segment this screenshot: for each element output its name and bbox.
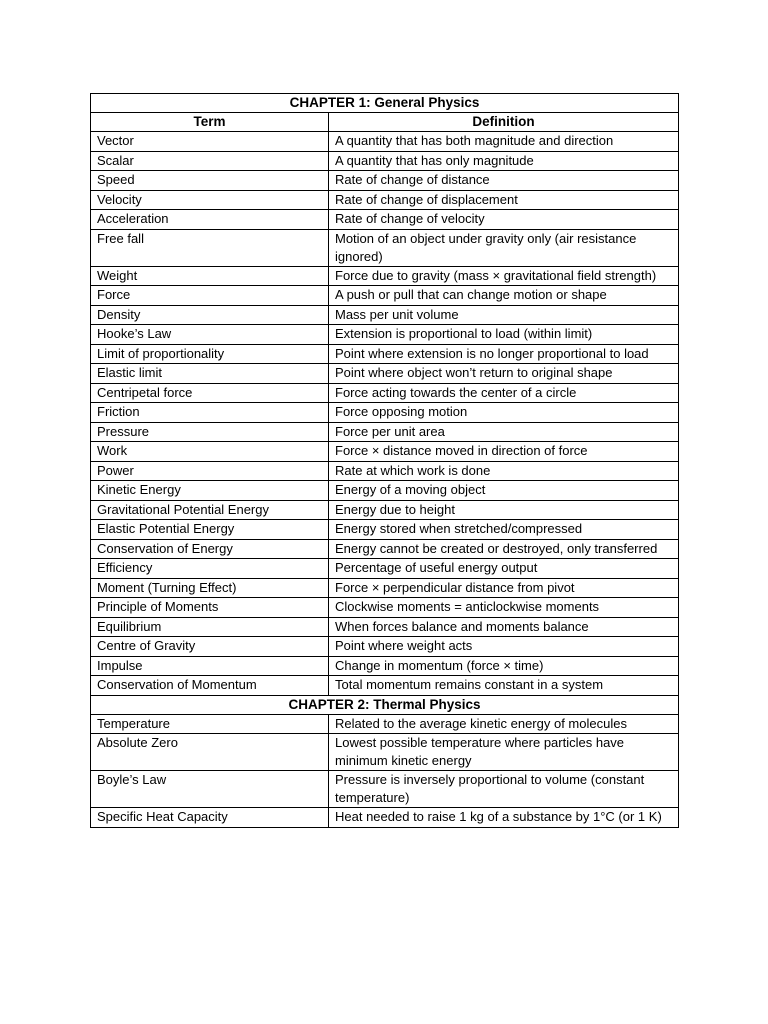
term-cell: Hooke’s Law bbox=[91, 325, 329, 345]
table-row bbox=[91, 520, 679, 540]
term-cell: Centripetal force bbox=[91, 383, 329, 403]
definition-cell: Change in momentum (force × time) bbox=[329, 656, 679, 676]
definition-cell: Related to the average kinetic energy of molecules bbox=[329, 714, 679, 734]
table-row bbox=[91, 559, 679, 579]
term-cell: Vector bbox=[91, 132, 329, 152]
table-row bbox=[91, 481, 679, 501]
definition-cell: When forces balance and moments balance bbox=[329, 617, 679, 637]
table-row bbox=[91, 771, 679, 808]
table-row bbox=[91, 229, 679, 266]
table-row bbox=[91, 808, 679, 828]
chapter-heading-row bbox=[91, 695, 679, 714]
table-row bbox=[91, 286, 679, 306]
term-cell: Speed bbox=[91, 171, 329, 191]
term-cell: Friction bbox=[91, 403, 329, 423]
term-cell: Work bbox=[91, 442, 329, 462]
table-row bbox=[91, 598, 679, 618]
definition-cell: Energy of a moving object bbox=[329, 481, 679, 501]
table-row bbox=[91, 500, 679, 520]
definition-cell: Energy stored when stretched/compressed bbox=[329, 520, 679, 540]
chapter-heading-row bbox=[91, 94, 679, 113]
definition-cell: Rate of change of displacement bbox=[329, 190, 679, 210]
definition-cell: Heat needed to raise 1 kg of a substance by 1°C (or 1 K) bbox=[329, 808, 679, 828]
definition-cell: Mass per unit volume bbox=[329, 305, 679, 325]
table-row bbox=[91, 383, 679, 403]
table-row bbox=[91, 305, 679, 325]
definition-cell: Total momentum remains constant in a system bbox=[329, 676, 679, 696]
table-row bbox=[91, 578, 679, 598]
term-cell: Elastic limit bbox=[91, 364, 329, 384]
column-header-row bbox=[91, 113, 679, 132]
term-cell: Scalar bbox=[91, 151, 329, 171]
definition-cell: Pressure is inversely proportional to volume (constant temperature) bbox=[329, 771, 679, 808]
definition-cell: A push or pull that can change motion or shape bbox=[329, 286, 679, 306]
definition-cell: Percentage of useful energy output bbox=[329, 559, 679, 579]
term-cell: Density bbox=[91, 305, 329, 325]
term-cell: Free fall bbox=[91, 229, 329, 266]
term-cell: Conservation of Energy bbox=[91, 539, 329, 559]
term-cell: Weight bbox=[91, 266, 329, 286]
definition-cell: Force acting towards the center of a circle bbox=[329, 383, 679, 403]
definition-cell: Force due to gravity (mass × gravitational field strength) bbox=[329, 266, 679, 286]
table-row bbox=[91, 344, 679, 364]
table-row bbox=[91, 442, 679, 462]
definition-cell: Motion of an object under gravity only (air resistance ignored) bbox=[329, 229, 679, 266]
term-cell: Limit of proportionality bbox=[91, 344, 329, 364]
term-cell: Elastic Potential Energy bbox=[91, 520, 329, 540]
table-row bbox=[91, 637, 679, 657]
definition-cell: A quantity that has both magnitude and direction bbox=[329, 132, 679, 152]
table-row bbox=[91, 210, 679, 230]
definition-cell: Rate of change of distance bbox=[329, 171, 679, 191]
table-row bbox=[91, 325, 679, 345]
definition-cell: Point where object won’t return to original shape bbox=[329, 364, 679, 384]
table-row bbox=[91, 676, 679, 696]
table-row bbox=[91, 171, 679, 191]
column-header-definition: Definition bbox=[329, 113, 679, 132]
term-cell: Pressure bbox=[91, 422, 329, 442]
definition-cell: Extension is proportional to load (within limit) bbox=[329, 325, 679, 345]
table-row bbox=[91, 539, 679, 559]
term-cell: Centre of Gravity bbox=[91, 637, 329, 657]
table-row bbox=[91, 266, 679, 286]
term-cell: Gravitational Potential Energy bbox=[91, 500, 329, 520]
definition-cell: Energy cannot be created or destroyed, only transferred bbox=[329, 539, 679, 559]
term-cell: Impulse bbox=[91, 656, 329, 676]
table-row bbox=[91, 403, 679, 423]
table-row bbox=[91, 461, 679, 481]
term-cell: Specific Heat Capacity bbox=[91, 808, 329, 828]
definition-cell: Rate of change of velocity bbox=[329, 210, 679, 230]
term-cell: Temperature bbox=[91, 714, 329, 734]
term-cell: Equilibrium bbox=[91, 617, 329, 637]
table-row bbox=[91, 656, 679, 676]
definition-cell: Force opposing motion bbox=[329, 403, 679, 423]
table-row bbox=[91, 190, 679, 210]
column-header-term: Term bbox=[91, 113, 329, 132]
term-cell: Boyle’s Law bbox=[91, 771, 329, 808]
definition-cell: Force × distance moved in direction of force bbox=[329, 442, 679, 462]
glossary-body bbox=[91, 94, 679, 828]
table-row bbox=[91, 364, 679, 384]
term-cell: Efficiency bbox=[91, 559, 329, 579]
table-row bbox=[91, 714, 679, 734]
definition-cell: Energy due to height bbox=[329, 500, 679, 520]
definition-cell: Rate at which work is done bbox=[329, 461, 679, 481]
physics-glossary-table bbox=[90, 93, 679, 828]
term-cell: Velocity bbox=[91, 190, 329, 210]
table-row bbox=[91, 617, 679, 637]
definition-cell: Force per unit area bbox=[329, 422, 679, 442]
definition-cell: Clockwise moments = anticlockwise moments bbox=[329, 598, 679, 618]
chapter-title: CHAPTER 1: General Physics bbox=[91, 94, 679, 113]
definition-cell: A quantity that has only magnitude bbox=[329, 151, 679, 171]
term-cell: Moment (Turning Effect) bbox=[91, 578, 329, 598]
definition-cell: Point where weight acts bbox=[329, 637, 679, 657]
table-row bbox=[91, 734, 679, 771]
term-cell: Acceleration bbox=[91, 210, 329, 230]
table-row bbox=[91, 422, 679, 442]
term-cell: Conservation of Momentum bbox=[91, 676, 329, 696]
table-row bbox=[91, 151, 679, 171]
definition-cell: Lowest possible temperature where particles have minimum kinetic energy bbox=[329, 734, 679, 771]
definition-cell: Force × perpendicular distance from pivot bbox=[329, 578, 679, 598]
definition-cell: Point where extension is no longer proportional to load bbox=[329, 344, 679, 364]
term-cell: Power bbox=[91, 461, 329, 481]
term-cell: Kinetic Energy bbox=[91, 481, 329, 501]
chapter-title: CHAPTER 2: Thermal Physics bbox=[91, 695, 679, 714]
term-cell: Absolute Zero bbox=[91, 734, 329, 771]
term-cell: Principle of Moments bbox=[91, 598, 329, 618]
table-row bbox=[91, 132, 679, 152]
term-cell: Force bbox=[91, 286, 329, 306]
